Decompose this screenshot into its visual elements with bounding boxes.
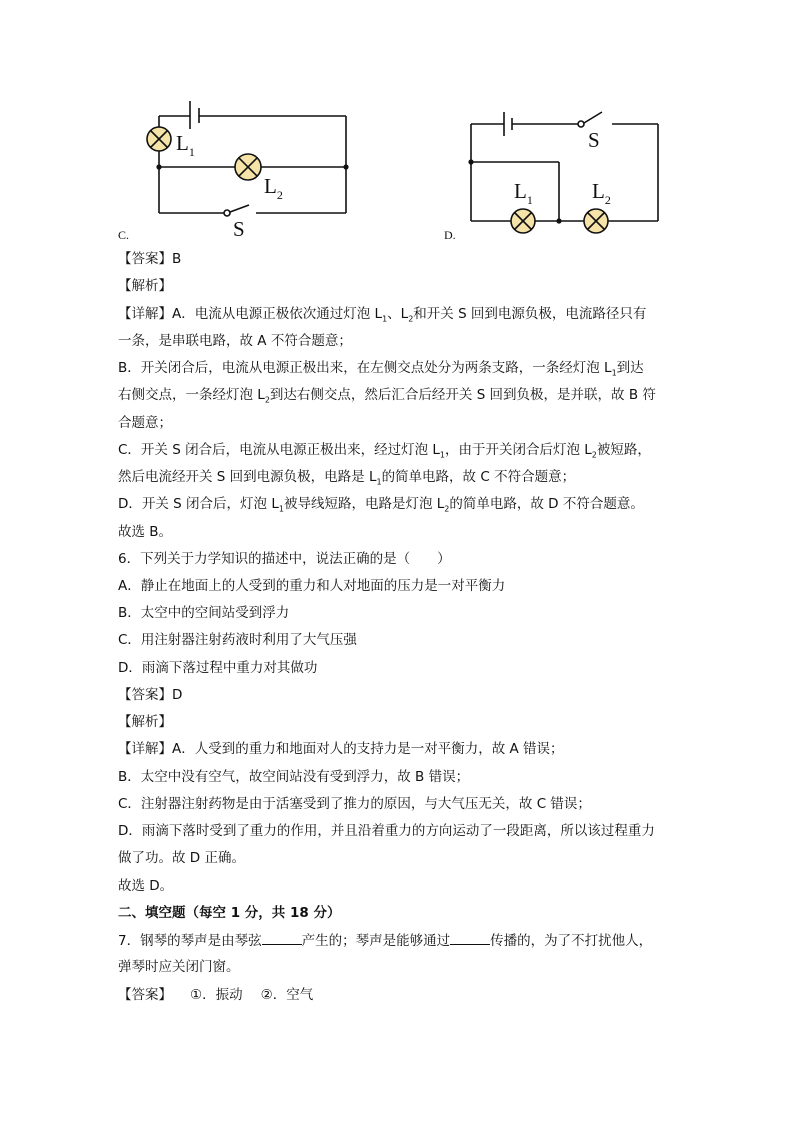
lamp-l2-label-d: $L_2$ <box>592 179 611 207</box>
lamp-l2-label-c: $L_2$ <box>264 174 283 202</box>
text-run: 到达 <box>616 360 644 376</box>
q5-analysis-label: 【解析】 <box>118 278 172 294</box>
subscript: 1 <box>382 314 388 324</box>
q6-answer: 【答案】D <box>118 687 183 703</box>
q5-answer: 【答案】B <box>118 251 182 267</box>
q6-option-c: C．用注射器注射药液时利用了大气压强 <box>118 632 357 648</box>
q5-conclusion: 故选 B。 <box>118 524 173 540</box>
text-run: 右侧交点，一条经灯泡 L <box>118 387 265 403</box>
q6-option-b: B．太空中的空间站受到浮力 <box>118 605 290 621</box>
q6-detail-b: B．太空中没有空气，故空间站没有受到浮力，故 B 错误； <box>118 769 470 785</box>
text-run: D．开关 S 闭合后，灯泡 L <box>118 496 279 512</box>
subscript: 2 <box>444 504 450 514</box>
q6-option-d: D．雨滴下落过程中重力对其做功 <box>118 660 318 676</box>
text-run: ，由于开关闭合后灯泡 L <box>444 442 592 458</box>
answer-item-2: ②．空气 <box>260 987 314 1003</box>
q5-detail-d-line1 <box>118 494 678 520</box>
q6-analysis-label: 【解析】 <box>118 714 172 730</box>
text-run: 被短路， <box>596 442 651 458</box>
switch-s-label-d: S <box>588 128 600 152</box>
subscript: 1 <box>611 368 617 378</box>
text-run: 的简单电路，故 C 不符合题意； <box>381 469 576 485</box>
fill-blank-2[interactable] <box>450 930 490 945</box>
text-run: A．电流从电源正极依次通过灯泡 L <box>172 306 383 322</box>
q5-detail-a-line2: 一条，是串联电路，故 A 不符合题意； <box>118 333 352 349</box>
q6-stem: 6．下列关于力学知识的描述中，说法正确的是（ ） <box>118 551 451 567</box>
text-run: 7．钢琴的琴声是由琴弦 <box>118 933 262 949</box>
q6-conclusion: 故选 D。 <box>118 878 174 894</box>
q5-detail-b-line1 <box>118 358 678 384</box>
q6-detail-c: C．注射器注射药物是由于活塞受到了推力的原因，与大气压无关，故 C 错误； <box>118 796 591 812</box>
answer-item-1: ①．振动 <box>190 987 243 1003</box>
q5-detail-c-line1 <box>118 440 678 466</box>
text-run: 然后电流经开关 S 回到电源负极，电路是 L <box>118 469 377 485</box>
q6-detail-a: 【详解】A．人受到的重力和地面对人的支持力是一对平衡力，故 A 错误； <box>118 741 564 757</box>
text-run: C．开关 S 闭合后，电流从电源正极出来，经过灯泡 L <box>118 442 440 458</box>
text-run: 传播的，为了不打扰他人， <box>490 933 653 949</box>
text-run: 、L <box>387 306 409 322</box>
text-run: B．开关闭合后，电流从电源正极出来，在左侧交点处分为两条支路，一条经灯泡 L <box>118 360 612 376</box>
subscript: 1 <box>439 450 445 460</box>
q5-detail-b-line2 <box>118 385 678 411</box>
text-run: 产生的；琴声是能够通过 <box>301 933 451 949</box>
subscript: 1 <box>376 477 382 487</box>
circuit-diagram-d <box>462 100 668 245</box>
text-run: 到达右侧交点，然后汇合后经开关 S 回到负极，是并联，故 B 符 <box>269 387 656 403</box>
option-d-label: D. <box>444 228 456 242</box>
q6-detail-d-line2: 做了功。故 D 正确。 <box>118 850 245 866</box>
option-c-label: C. <box>118 228 130 242</box>
q7-stem-line1 <box>118 930 678 951</box>
lamp-l1-label-c: $L_1$ <box>176 131 195 159</box>
q7-answer <box>118 985 678 1005</box>
answer-label: 【答案】 <box>118 987 172 1003</box>
fill-blank-1[interactable] <box>262 930 302 945</box>
text-run: 的简单电路，故 D 不符合题意。 <box>449 496 644 512</box>
subscript: 2 <box>264 395 270 405</box>
circuit-diagram-c <box>138 95 360 245</box>
subscript: 2 <box>408 314 414 324</box>
text-run: 和开关 S 回到电源负极，电流路径只有 <box>413 306 647 322</box>
section-heading: 二、填空题（每空 1 分，共 18 分） <box>118 905 341 921</box>
subscript: 2 <box>591 450 597 460</box>
switch-s-label-c: S <box>233 217 245 241</box>
q5-detail-b-line3: 合题意； <box>118 415 172 431</box>
q7-stem-line2: 弹琴时应关闭门窗。 <box>118 959 240 975</box>
q5-detail-a-line1 <box>118 304 678 330</box>
q5-detail-c-line2 <box>118 467 678 493</box>
text-run: 被导线短路，电路是灯泡 L <box>283 496 445 512</box>
q6-option-a: A．静止在地面上的人受到的重力和人对地面的压力是一对平衡力 <box>118 578 506 594</box>
lamp-l1-label-d: $L_1$ <box>514 179 533 207</box>
detail-prefix: 【详解】 <box>118 306 172 322</box>
q6-detail-d-line1: D．雨滴下落时受到了重力的作用，并且沿着重力的方向运动了一段距离，所以该过程重力 <box>118 823 655 839</box>
subscript: 1 <box>278 504 284 514</box>
